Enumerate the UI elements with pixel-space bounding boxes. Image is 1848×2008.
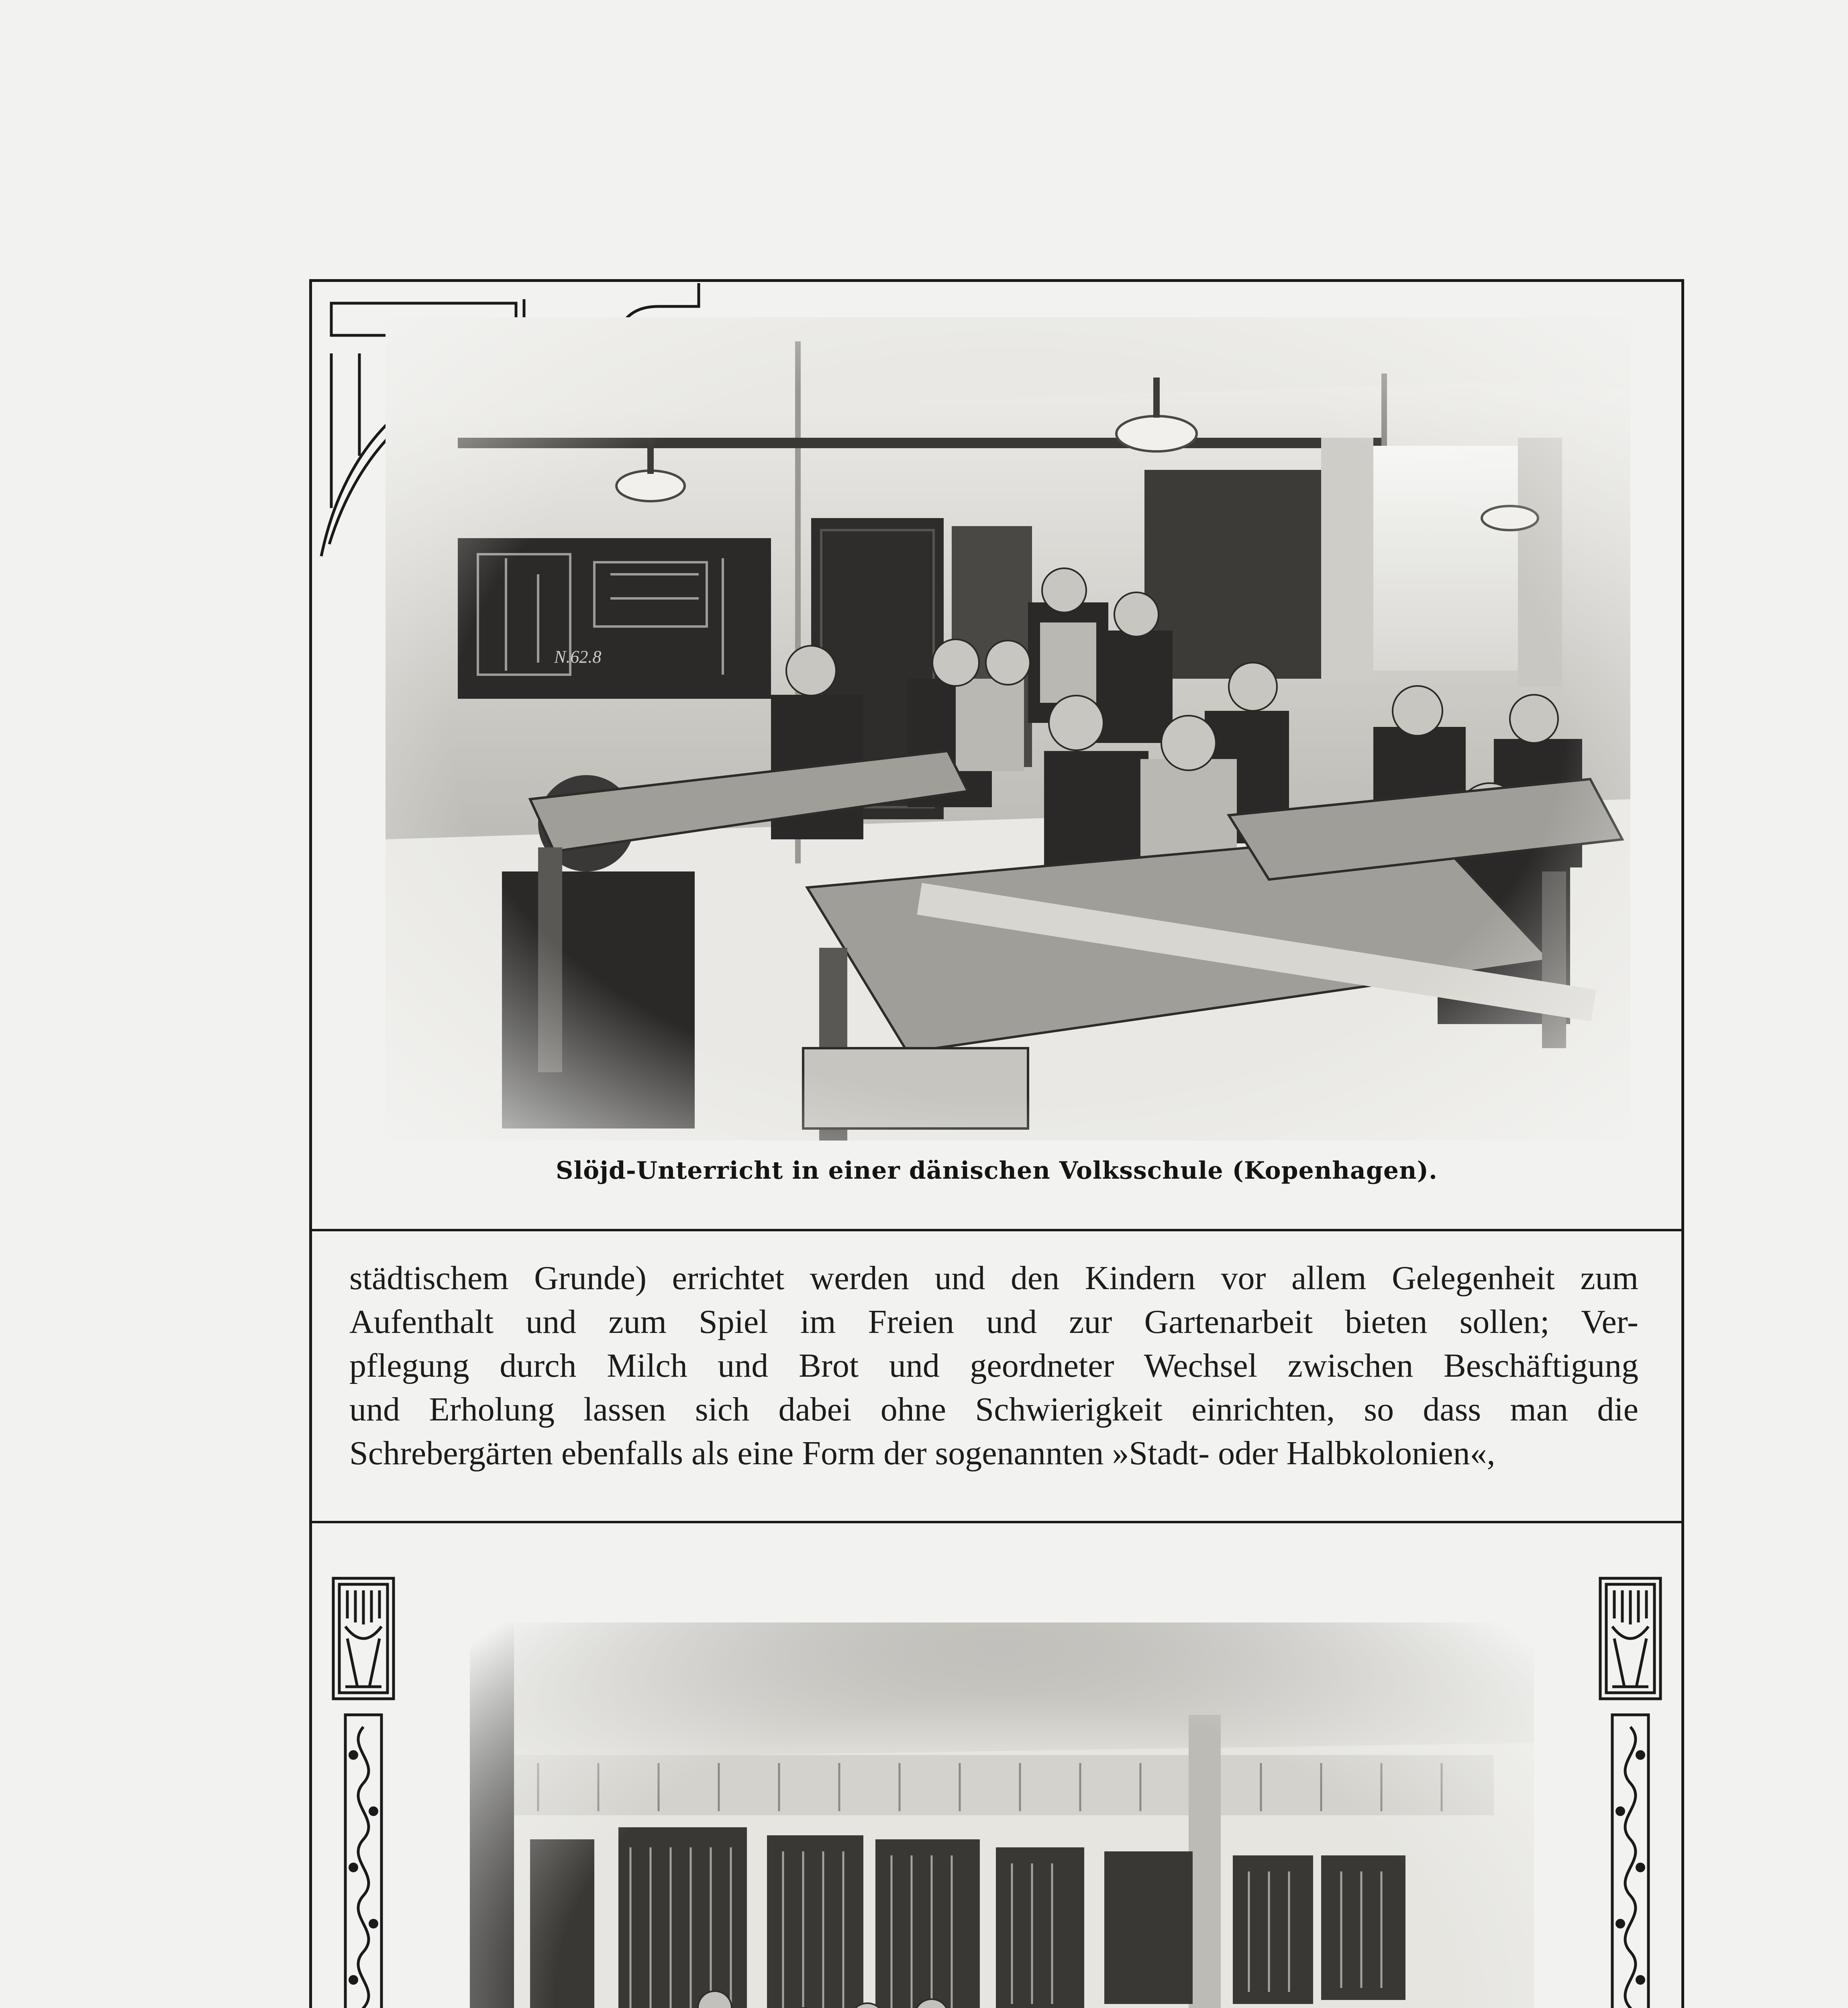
sloyd-class-frederikshavn-photo — [470, 1622, 1534, 2008]
text-line: städtischem Grunde) errichtet werden und den Kindern vor allem Gelegenheit zum — [349, 1259, 1638, 1297]
text-line: Schrebergärten ebenfalls als eine Form der sogenannten »Stadt- oder Halbkolonien«, — [349, 1435, 1495, 1472]
text-line: Aufenthalt und zum Spiel im Freien und zur Gartenarbeit bieten sollen; Ver- — [349, 1303, 1638, 1341]
text-line: pflegung durch Milch und Brot und geordneter Wechsel zwischen Beschäftigung — [349, 1347, 1638, 1384]
divider-rule-top — [309, 1229, 1684, 1231]
body-text — [349, 1256, 1638, 1475]
sloyd-class-copenhagen-photo — [386, 317, 1630, 1141]
right-vine-border — [1596, 1574, 1669, 2008]
divider-rule-bottom — [309, 1521, 1684, 1523]
text-line: und Erholung lassen sich dabei ohne Schwierigkeit einrichten, so dass man die — [349, 1391, 1638, 1428]
left-vine-border — [329, 1574, 402, 2008]
top-photo-caption: Slöjd-Unterricht in einer dänischen Volksschule (Kopenhagen). — [556, 1157, 1438, 1185]
